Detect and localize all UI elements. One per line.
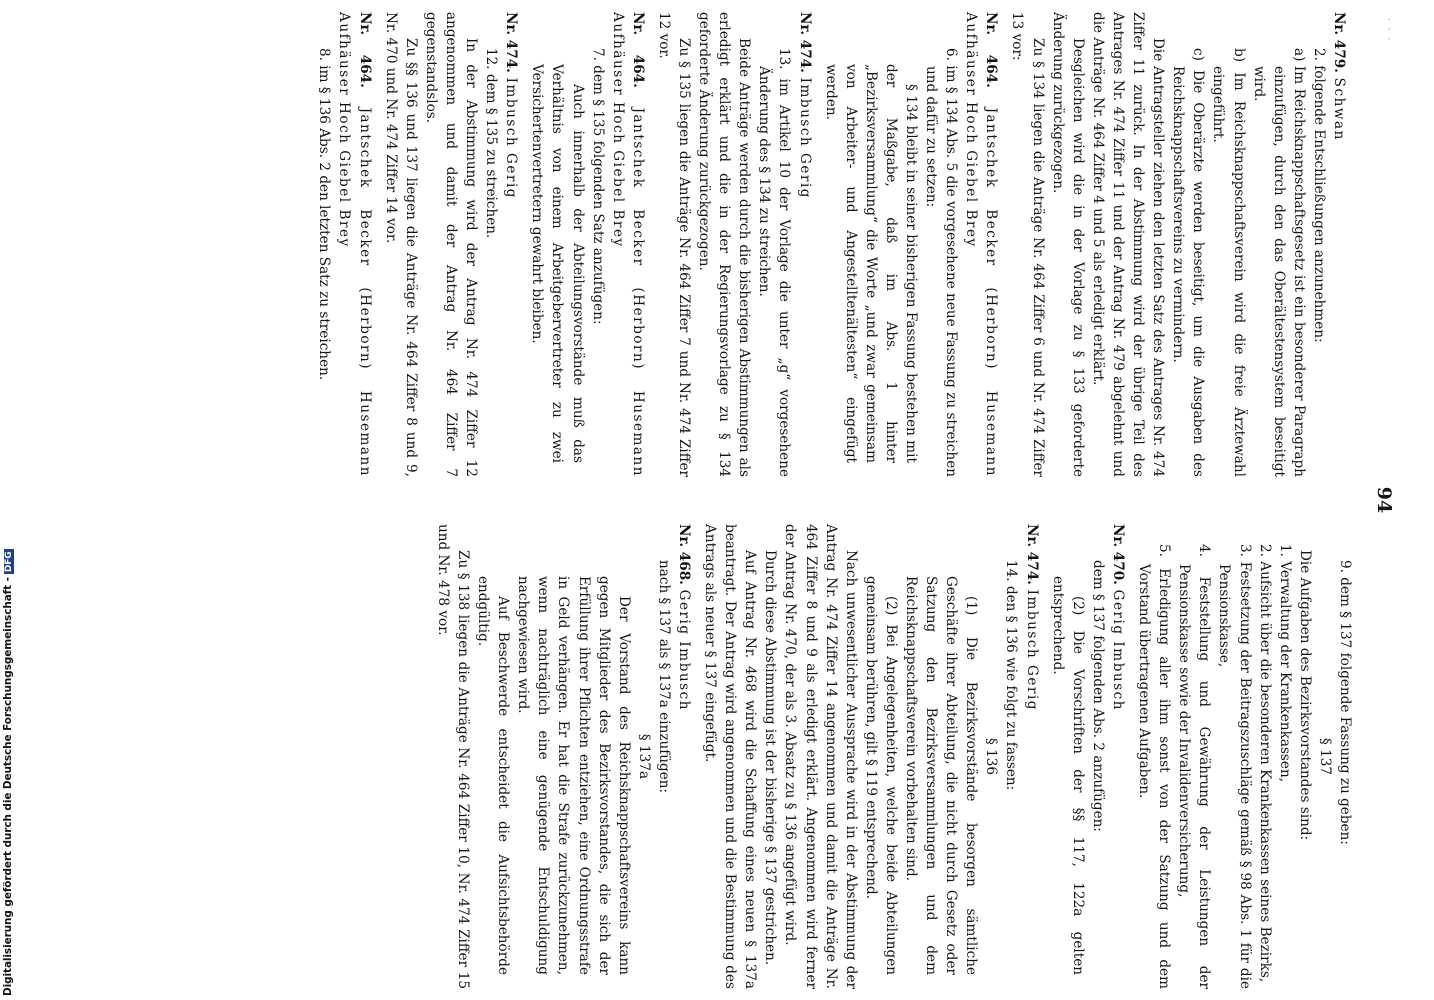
motion-signatories: Jantschek Becker (Herborn) Husemann Aufhäuser Hoch Giebel Brey bbox=[336, 12, 373, 477]
motion-heading bbox=[501, 12, 521, 477]
motion-number: Nr. 468. bbox=[676, 524, 692, 585]
text-paragraph: Zu § 135 liegen die Anträge Nr. 464 Ziffer 7 und Nr. 474 Ziffer 12 vor. bbox=[655, 12, 692, 477]
text-paragraph: 3. Festsetzung der Beitragszuschläge gemäß § 98 Abs. 1 für die Pensionskasse, bbox=[1216, 544, 1253, 989]
motion-heading bbox=[674, 524, 694, 989]
corner-mark: · · · bbox=[1383, 18, 1393, 43]
motion-signatories: Jantschek Becker (Herborn) Husemann Aufhäuser Hoch Giebel Brey bbox=[963, 12, 1000, 477]
motion-signatories: Jantschek Becker (Herborn) Husemann Aufhäuser Hoch Giebel Brey bbox=[609, 12, 646, 477]
text-paragraph: 14. den § 136 wie folgt zu fassen: bbox=[1003, 560, 1020, 791]
text-paragraph: 2. Aufsicht über die besonderen Krankenkassen seines Bezirks, bbox=[1256, 544, 1273, 983]
motion-signatories: Imbusch Gerig bbox=[796, 77, 813, 199]
section-heading: § 137 bbox=[1316, 737, 1333, 776]
text-paragraph: In der Abstimmung wird der Antrag Nr. 474 Ziffer 12 angenommen und damit der Antrag Nr. 464 Ziffer 7 gegenstandslos. bbox=[422, 12, 480, 477]
motion-heading bbox=[1108, 524, 1128, 989]
text-paragraph: 2. folgende Entschließungen anzunehmen: bbox=[1310, 48, 1327, 343]
text-paragraph: Die Antragsteller ziehen den letzten Satz des Antrages Nr. 474 Ziffer 11 zurück. In der Abstimmung wird der übrige Teil des Antrages Nr. 474 Ziffer 11 und der Antrag Nr. 479 abgelehnt und die Anträge Nr. 464 Ziffer 4 und 5 als erledigt erklärt. bbox=[1089, 12, 1167, 477]
text-paragraph: Auf Antrag Nr. 468 wird die Schaffung eines neuen § 137a beantragt. Der Antrag wird angenommen und die Bestimmung des Antrags als neuer § 137 eingefügt. bbox=[702, 524, 759, 989]
text-paragraph: Beide Anträge werden durch die bisherigen Abstimmungen als erledigt erklärt und die in der Regierungsvorlage zu § 134 geforderte Änderung zurückgezogen. bbox=[696, 12, 753, 477]
text-paragraph: Zu § 134 liegen die Anträge Nr. 464 Ziffer 6 und Nr. 474 Ziffer 13 vor: bbox=[1009, 12, 1046, 477]
motion-heading bbox=[608, 12, 648, 477]
text-paragraph: Durch diese Abstimmung ist der bisherige § 137 gestrichen. bbox=[762, 550, 779, 966]
text-paragraph: 7. dem § 135 folgenden Satz anzufügen: bbox=[589, 48, 606, 325]
text-paragraph: Der Vorstand des Reichsknappschaftsvereins kann gegen Mitglieder des Bezirksvorstandes, die sich der Erfüllung ihrer Pflichten entziehen, eine Ordnungsstrafe in Geld verhängen. Er hat die Strafe zurückzunehmen, wenn nachträglich eine genügende Entschuldigung nachgewiesen wird. bbox=[515, 576, 632, 975]
page-number: 94 bbox=[1373, 486, 1395, 514]
motion-number: Nr. 464. bbox=[356, 12, 373, 88]
text-paragraph: 9. dem § 137 folgende Fassung zu geben: bbox=[1337, 560, 1353, 845]
text-paragraph: 4. Feststellung und Gewährung der Leistungen der Pensionskasse sowie der Invalidenversicherung, bbox=[1176, 544, 1213, 989]
section-heading: § 137a bbox=[635, 733, 652, 780]
right-column bbox=[433, 524, 1355, 989]
text-paragraph: dem § 137 folgenden Abs. 2 anzufügen: bbox=[1089, 560, 1106, 832]
text-paragraph: a) Im Reichsknappschaftsgesetz ist ein besonderer Paragraph einzufügen, durch den das Oberältestensystem beseitigt wird. bbox=[1250, 48, 1307, 477]
text-paragraph: Die Aufgaben des Bezirksvorstandes sind: bbox=[1296, 550, 1313, 841]
motion-number: Nr. 474. bbox=[796, 12, 813, 73]
motion-heading bbox=[961, 12, 1001, 477]
text-paragraph: (2) Bei Angelegenheiten, welche beide Abteilungen gemeinsam berühren, gilt § 119 entsprechend. bbox=[862, 576, 899, 975]
text-paragraph: (1) Die Bezirksvorstände besorgen sämtliche Geschäfte ihrer Abteilung, die nicht durch Gesetz oder Satzung den Bezirksversammlungen und dem Reichsknappschaftsverein vorbehalten sind. bbox=[903, 576, 980, 975]
text-paragraph: nach § 137 als § 137a einzufügen: bbox=[655, 560, 672, 794]
text-paragraph: Nach unwesentlicher Aussprache wird in der Abstimmung der Antrag Nr. 474 Ziffer 14 angenommen und damit die Anträge Nr. 464 Ziffer 8 und 9 als erledigt erklärt. Angenommen wird ferner der Antrag Nr. 470, der als 3. Absatz zu § 136 angefügt wird. bbox=[782, 524, 859, 989]
text-paragraph: 8. im § 136 Abs. 2 den letzten Satz zu streichen. bbox=[316, 48, 333, 381]
motion-heading bbox=[334, 12, 374, 477]
motion-number: Nr. 464. bbox=[983, 12, 1000, 88]
text-paragraph: (2) Die Vorschriften der §§ 117, 122a gelten entsprechend. bbox=[1049, 576, 1086, 975]
text-paragraph: § 134 bleibt in seiner bisherigen Fassung bestehen mit der Maßgabe, daß im Abs. 1 hinter „Bezirksversammlung“ die Worte „und zwar gemeinsam von Arbeiter- und Angestelltenältesten“ eingefügt werden. bbox=[822, 64, 920, 463]
digitization-credit bbox=[2, 6, 16, 996]
motion-heading bbox=[1329, 12, 1349, 477]
credit-text: Digitalisierung gefördert durch die Deutsche Forschungsgemeinschaft - bbox=[2, 577, 14, 996]
text-paragraph: Zu § 138 liegen die Anträge Nr. 464 Ziffer 10, Nr. 474 Ziffer 15 und Nr. 478 vor. bbox=[434, 524, 471, 989]
motion-signatories: Schwan bbox=[1331, 77, 1347, 141]
motion-number: Nr. 474. bbox=[503, 12, 520, 73]
motion-heading bbox=[794, 12, 814, 477]
motion-signatories: Gerig Imbusch bbox=[676, 589, 692, 711]
motion-number: Nr. 479. bbox=[1331, 12, 1347, 73]
text-paragraph: Auf Beschwerde entscheidet die Aufsichtsbehörde endgültig. bbox=[475, 576, 512, 975]
motion-signatories: Imbusch Gerig bbox=[1023, 589, 1040, 711]
dfg-logo: DFG bbox=[4, 551, 14, 573]
section-heading: § 136 bbox=[983, 737, 1000, 776]
text-paragraph: c) Die Oberärzte werden beseitigt, um die Ausgaben des Reichsknappschaftsvereins zu vermindern. bbox=[1170, 48, 1207, 477]
motion-number: Nr. 474. bbox=[1023, 524, 1040, 585]
text-paragraph: 6. im § 134 Abs. 5 die vorgesehene neue Fassung zu streichen und dafür zu setzen: bbox=[923, 48, 960, 477]
text-paragraph: Desgleichen wird die in der Vorlage zu § 133 geforderte Änderung zurückgezogen. bbox=[1049, 12, 1086, 477]
text-paragraph: 13. im Artikel 10 der Vorlage die unter „g“ vorgesehene Änderung des § 134 zu streichen. bbox=[756, 48, 793, 477]
motion-signatories: Gerig Imbusch bbox=[1109, 589, 1126, 711]
page-content bbox=[155, 12, 1395, 988]
motion-number: Nr. 464. bbox=[629, 12, 646, 88]
text-paragraph: Zu §§ 136 und 137 liegen die Anträge Nr. 464 Ziffer 8 und 9, Nr. 470 und Nr. 474 Ziffer 14 vor. bbox=[382, 12, 419, 477]
text-paragraph: b) Im Reichsknappschaftsverein wird die freie Ärztewahl eingeführt. bbox=[1210, 48, 1247, 477]
text-paragraph: 12. dem § 135 zu streichen. bbox=[483, 48, 500, 239]
motion-heading bbox=[1022, 524, 1042, 989]
left-column bbox=[314, 12, 1355, 477]
text-paragraph: 5. Erledigung aller ihm sonst von der Satzung und dem Vorstand übertragenen Aufgaben. bbox=[1136, 544, 1173, 989]
motion-number: Nr. 470. bbox=[1109, 524, 1126, 585]
motion-signatories: Imbusch Gerig bbox=[503, 77, 520, 199]
text-paragraph: Auch innerhalb der Abteilungsvorstände muß das Verhältnis von einem Arbeitgebervertreter zu zwei Versichertenvertretern gewahrt bleiben. bbox=[529, 64, 586, 463]
text-paragraph: 1. Verwaltung der Krankenkassen, bbox=[1276, 544, 1293, 783]
